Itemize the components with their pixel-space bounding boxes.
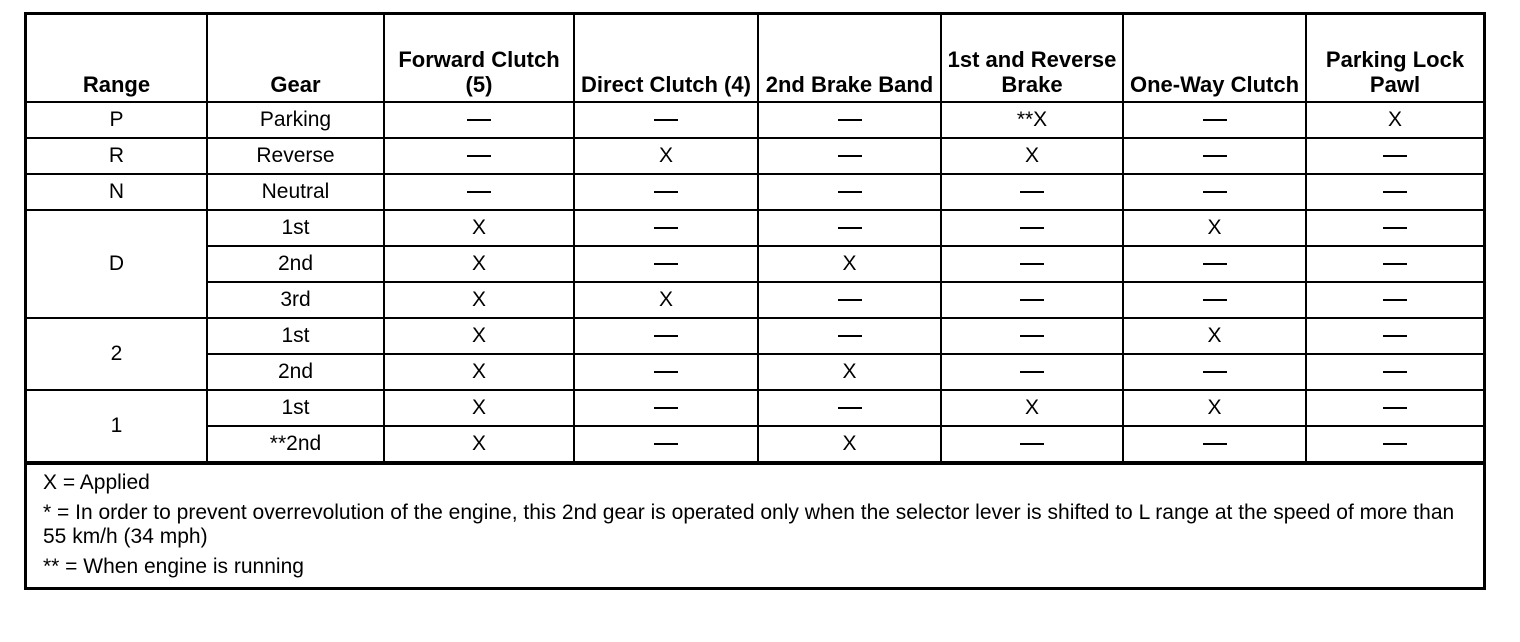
dash-mark xyxy=(1383,263,1407,265)
gear-cell: 1st xyxy=(207,318,384,354)
not-applied-cell xyxy=(384,174,574,210)
dash-mark xyxy=(467,119,491,121)
dash-mark xyxy=(1020,227,1044,229)
not-applied-cell xyxy=(574,318,758,354)
column-header: Range xyxy=(27,15,207,102)
applied-cell: X xyxy=(384,318,574,354)
applied-cell: X xyxy=(941,390,1123,426)
range-cell: P xyxy=(27,102,207,138)
applied-cell: X xyxy=(384,390,574,426)
dash-mark xyxy=(838,299,862,301)
not-applied-cell xyxy=(941,354,1123,390)
not-applied-cell xyxy=(758,102,941,138)
not-applied-cell xyxy=(1123,138,1306,174)
legend-line: X = Applied xyxy=(43,471,150,494)
range-cell: R xyxy=(27,138,207,174)
applied-cell: X xyxy=(384,210,574,246)
not-applied-cell xyxy=(574,390,758,426)
range-cell: N xyxy=(27,174,207,210)
dash-mark xyxy=(1383,191,1407,193)
dash-mark xyxy=(1383,335,1407,337)
column-header: Forward Clutch (5) xyxy=(384,15,574,102)
dash-mark xyxy=(838,407,862,409)
column-header: 2nd Brake Band xyxy=(758,15,941,102)
not-applied-cell xyxy=(1306,246,1483,282)
not-applied-cell xyxy=(384,138,574,174)
gear-cell: **2nd xyxy=(207,426,384,462)
not-applied-cell xyxy=(1306,174,1483,210)
applied-cell: X xyxy=(384,246,574,282)
applied-cell: X xyxy=(1123,318,1306,354)
dash-mark xyxy=(654,443,678,445)
applied-cell: X xyxy=(941,138,1123,174)
not-applied-cell xyxy=(941,246,1123,282)
not-applied-cell xyxy=(1306,354,1483,390)
not-applied-cell xyxy=(384,102,574,138)
gear-cell: 1st xyxy=(207,390,384,426)
not-applied-cell xyxy=(1123,246,1306,282)
gear-cell: Parking xyxy=(207,102,384,138)
applied-cell: X xyxy=(1123,210,1306,246)
not-applied-cell xyxy=(1123,426,1306,462)
dash-mark xyxy=(1020,191,1044,193)
applied-cell: X xyxy=(1123,390,1306,426)
legend-line: * = In order to prevent overrevolution of the engine, this 2nd gear is operated only when the selector lever is shifted to L range at the speed of more than 55 km/h (34 mph) xyxy=(43,501,1455,548)
dash-mark xyxy=(838,155,862,157)
dash-mark xyxy=(467,155,491,157)
applied-cell: X xyxy=(574,138,758,174)
not-applied-cell xyxy=(574,174,758,210)
applied-cell: X xyxy=(384,354,574,390)
applied-cell: X xyxy=(758,426,941,462)
not-applied-cell xyxy=(1306,282,1483,318)
legend-line: ** = When engine is running xyxy=(43,555,304,578)
not-applied-cell xyxy=(574,426,758,462)
table-row xyxy=(27,282,1483,318)
applied-cell: X xyxy=(758,354,941,390)
not-applied-cell xyxy=(941,318,1123,354)
column-header: Direct Clutch (4) xyxy=(574,15,758,102)
not-applied-cell xyxy=(574,246,758,282)
gear-cell: 1st xyxy=(207,210,384,246)
dash-mark xyxy=(1020,335,1044,337)
applied-cell: X xyxy=(1306,102,1483,138)
not-applied-cell xyxy=(941,282,1123,318)
not-applied-cell xyxy=(941,426,1123,462)
gear-cell: Reverse xyxy=(207,138,384,174)
dash-mark xyxy=(654,119,678,121)
not-applied-cell xyxy=(758,174,941,210)
dash-mark xyxy=(1383,443,1407,445)
dash-mark xyxy=(838,335,862,337)
applied-cell: X xyxy=(574,282,758,318)
gear-cell: 2nd xyxy=(207,246,384,282)
dash-mark xyxy=(1020,299,1044,301)
not-applied-cell xyxy=(1123,102,1306,138)
dash-mark xyxy=(1203,119,1227,121)
application-table xyxy=(27,15,1483,463)
header-row xyxy=(27,15,1483,102)
dash-mark xyxy=(654,407,678,409)
legend xyxy=(27,463,1483,587)
not-applied-cell xyxy=(758,138,941,174)
not-applied-cell xyxy=(1123,354,1306,390)
not-applied-cell xyxy=(941,174,1123,210)
column-header: One-Way Clutch xyxy=(1123,15,1306,102)
dash-mark xyxy=(838,119,862,121)
column-header: 1st and Reverse Brake xyxy=(941,15,1123,102)
dash-mark xyxy=(1020,371,1044,373)
dash-mark xyxy=(838,191,862,193)
table-row xyxy=(27,318,1483,354)
range-cell: 2 xyxy=(27,318,207,390)
dash-mark xyxy=(1020,443,1044,445)
table-body xyxy=(27,102,1483,462)
not-applied-cell xyxy=(758,318,941,354)
table-row xyxy=(27,426,1483,462)
not-applied-cell xyxy=(574,354,758,390)
table-row xyxy=(27,174,1483,210)
dash-mark xyxy=(1203,299,1227,301)
dash-mark xyxy=(838,227,862,229)
dash-mark xyxy=(654,371,678,373)
dash-mark xyxy=(654,335,678,337)
dash-mark xyxy=(1383,371,1407,373)
not-applied-cell xyxy=(1306,390,1483,426)
not-applied-cell xyxy=(1123,174,1306,210)
column-header: Parking Lock Pawl xyxy=(1306,15,1483,102)
table-row xyxy=(27,390,1483,426)
dash-mark xyxy=(1383,227,1407,229)
dash-mark xyxy=(1383,155,1407,157)
table-row xyxy=(27,138,1483,174)
applied-cell: **X xyxy=(941,102,1123,138)
dash-mark xyxy=(1020,263,1044,265)
dash-mark xyxy=(1203,263,1227,265)
not-applied-cell xyxy=(758,282,941,318)
range-cell: D xyxy=(27,210,207,318)
clutch-application-chart xyxy=(24,12,1486,590)
not-applied-cell xyxy=(1123,282,1306,318)
not-applied-cell xyxy=(574,210,758,246)
not-applied-cell xyxy=(941,210,1123,246)
applied-cell: X xyxy=(384,282,574,318)
dash-mark xyxy=(654,227,678,229)
range-cell: 1 xyxy=(27,390,207,462)
column-header: Gear xyxy=(207,15,384,102)
table-row xyxy=(27,354,1483,390)
not-applied-cell xyxy=(1306,426,1483,462)
not-applied-cell xyxy=(758,390,941,426)
dash-mark xyxy=(1383,299,1407,301)
dash-mark xyxy=(654,191,678,193)
not-applied-cell xyxy=(574,102,758,138)
dash-mark xyxy=(1203,191,1227,193)
applied-cell: X xyxy=(758,246,941,282)
dash-mark xyxy=(1203,155,1227,157)
gear-cell: 2nd xyxy=(207,354,384,390)
not-applied-cell xyxy=(1306,318,1483,354)
not-applied-cell xyxy=(1306,138,1483,174)
applied-cell: X xyxy=(384,426,574,462)
gear-cell: Neutral xyxy=(207,174,384,210)
gear-cell: 3rd xyxy=(207,282,384,318)
table-row xyxy=(27,102,1483,138)
table-row xyxy=(27,246,1483,282)
dash-mark xyxy=(467,191,491,193)
dash-mark xyxy=(1203,443,1227,445)
not-applied-cell xyxy=(1306,210,1483,246)
dash-mark xyxy=(1383,407,1407,409)
dash-mark xyxy=(1203,371,1227,373)
not-applied-cell xyxy=(758,210,941,246)
dash-mark xyxy=(654,263,678,265)
table-row xyxy=(27,210,1483,246)
